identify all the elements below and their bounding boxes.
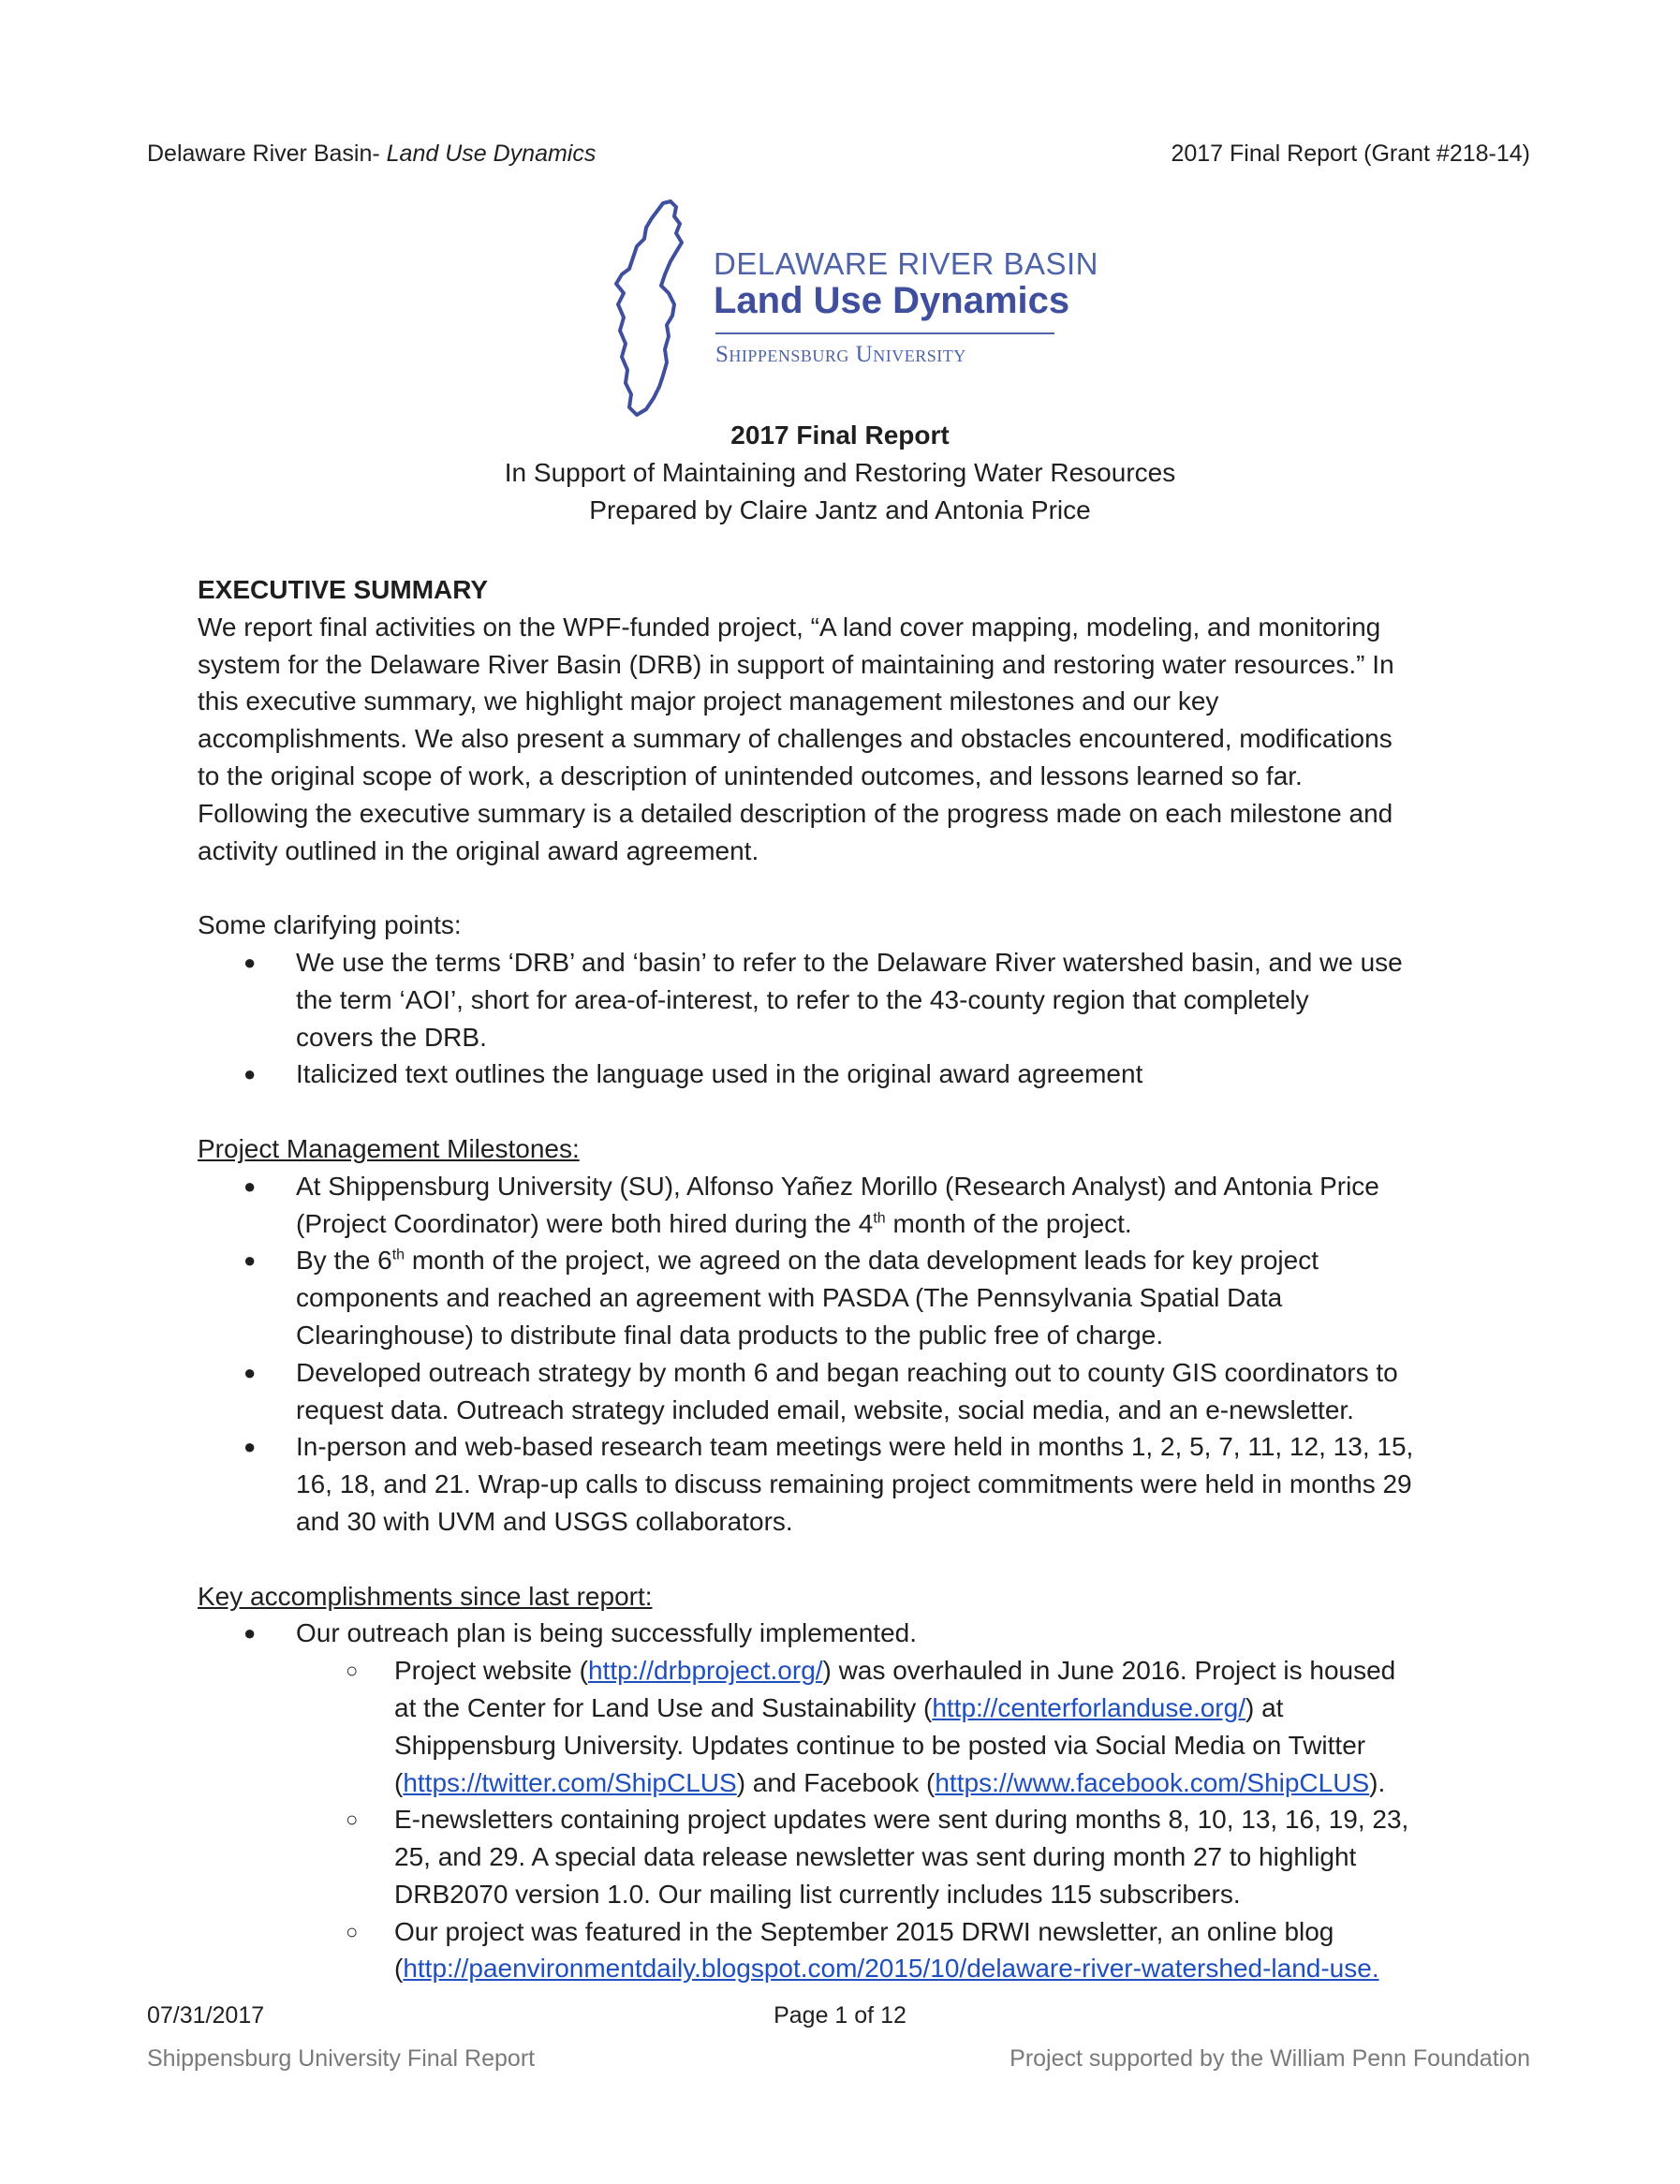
text-line: [296, 1242, 1499, 1279]
text-line: ○ Our project was featured in the September 2015 DRWI newsletter, an online blog: [394, 1916, 1334, 1946]
text-span: ) and Facebook (: [736, 1767, 936, 1797]
text-line: We report final activities on the WPF-funded project, “A land cover mapping, modeling, and monitoring: [198, 612, 1381, 642]
accomplishments-list: [198, 1615, 1499, 1987]
text-span: (Project Coordinator) were both hired during the 4: [296, 1208, 874, 1238]
report-subtitle: In Support of Maintaining and Restoring Water Resources: [504, 458, 1176, 487]
project-logo: [609, 199, 1098, 417]
text-line: the term ‘AOI’, short for area-of-interest, to refer to the 43-county region that completely: [296, 984, 1309, 1014]
text-line: Following the executive summary is a detailed description of the progress made on each milestone and: [198, 798, 1393, 828]
text-span: ) at: [1245, 1692, 1284, 1722]
text-line: Shippensburg University. Updates continue to be posted via Social Media on Twitter: [394, 1730, 1366, 1760]
basin-outline-icon: [609, 199, 712, 417]
running-header-left: [147, 140, 596, 168]
sub-list-item: [394, 1652, 1499, 1801]
executive-summary-heading: EXECUTIVE SUMMARY: [198, 575, 489, 604]
text-line: ● Our outreach plan is being successfully implemented.: [296, 1618, 918, 1648]
center-website-link[interactable]: http://centerforlanduse.org/: [932, 1692, 1245, 1722]
facebook-link[interactable]: https://www.facebook.com/ShipCLUS: [935, 1767, 1370, 1797]
footer-left: Shippensburg University Final Report: [147, 2045, 536, 2072]
list-item: [296, 1354, 1499, 1429]
milestones-heading: Project Management Milestones:: [198, 1133, 580, 1163]
text-line: covers the DRB.: [296, 1022, 487, 1052]
text-line: ● Developed outreach strategy by month 6 and began reaching out to county GIS coordinators to: [296, 1357, 1398, 1387]
logo-divider: [715, 332, 1054, 334]
text-span: at the Center for Land Use and Sustainability (: [394, 1692, 933, 1722]
clarifying-list: [198, 944, 1499, 1093]
executive-summary-paragraph: [198, 609, 1499, 870]
clarifying-heading: Some clarifying points:: [198, 910, 462, 940]
text-span: (: [394, 1954, 404, 1984]
list-item: [296, 1615, 1499, 1987]
text-span: month of the project.: [885, 1208, 1132, 1238]
text-span: ) was overhauled in June 2016. Project is housed: [822, 1656, 1396, 1686]
logo-line-2: Land Use Dynamics: [714, 280, 1070, 321]
running-header-right: 2017 Final Report (Grant #218-14): [1171, 140, 1530, 167]
text-line: system for the Delaware River Basin (DRB) in support of maintaining and restoring water resources.” In: [198, 649, 1394, 679]
header-left-italic: Land Use Dynamics: [386, 140, 597, 167]
text-line: request data. Outreach strategy included email, website, social media, and an e-newsletter.: [296, 1395, 1354, 1424]
project-website-link[interactable]: http://drbproject.org/: [587, 1656, 823, 1686]
sub-list-item: [394, 1801, 1499, 1912]
list-item: [296, 944, 1499, 1055]
header-left-plain: Delaware River Basin-: [147, 140, 387, 167]
sub-list-item: [394, 1913, 1499, 1988]
report-body: [198, 571, 1499, 1987]
report-authors: Prepared by Claire Jantz and Antonia Price: [589, 495, 1091, 524]
outreach-sublist: [296, 1652, 1499, 1987]
list-item: [296, 1242, 1499, 1353]
list-item: [296, 1055, 1499, 1093]
text-line: and 30 with UVM and USGS collaborators.: [296, 1506, 793, 1536]
footer-date: 07/31/2017: [147, 2002, 265, 2029]
blog-link[interactable]: http://paenvironmentdaily.blogspot.com/2015/10/delaware-river-watershed-land-use.: [403, 1954, 1379, 1984]
text-line: [394, 1950, 1499, 1987]
text-line: 25, and 29. A special data release newsletter was sent during month 27 to highlight: [394, 1842, 1357, 1872]
text-line: [394, 1690, 1499, 1727]
text-line: ● Italicized text outlines the language used in the original award agreement: [296, 1059, 1143, 1089]
text-line: ● We use the terms ‘DRB’ and ‘basin’ to refer to the Delaware River watershed basin, and we use: [296, 947, 1403, 977]
page-number: Page 1 of 12: [774, 2002, 906, 2029]
text-line: 16, 18, and 21. Wrap-up calls to discuss remaining project commitments were held in months 29: [296, 1469, 1412, 1499]
text-line: ● At Shippensburg University (SU), Alfonso Yañez Morillo (Research Analyst) and Antonia Price: [296, 1171, 1379, 1201]
logo-line-1: DELAWARE RIVER BASIN: [714, 246, 1098, 281]
text-span: month of the project, we agreed on the data development leads for key project: [405, 1246, 1319, 1276]
footer-right: Project supported by the William Penn Foundation: [1009, 2045, 1530, 2072]
text-span: Project website (: [394, 1656, 588, 1686]
text-span: (: [394, 1767, 404, 1797]
report-title: 2017 Final Report: [730, 421, 950, 450]
text-line: to the original scope of work, a description of unintended outcomes, and lessons learned so far.: [198, 760, 1303, 790]
text-line: this executive summary, we highlight major project management milestones and our key: [198, 686, 1219, 716]
text-line: [394, 1764, 1499, 1802]
text-span: By the 6: [296, 1246, 392, 1276]
superscript: th: [391, 1247, 405, 1264]
milestones-list: [198, 1168, 1499, 1541]
text-line: DRB2070 version 1.0. Our mailing list currently includes 115 subscribers.: [394, 1879, 1241, 1909]
text-line: activity outlined in the original award agreement.: [198, 835, 759, 865]
text-line: Clearinghouse) to distribute final data products to the public free of charge.: [296, 1320, 1164, 1350]
list-item: [296, 1428, 1499, 1540]
twitter-link[interactable]: https://twitter.com/ShipCLUS: [403, 1767, 737, 1797]
accomplishments-heading: Key accomplishments since last report:: [198, 1581, 653, 1611]
text-line: [394, 1652, 1499, 1690]
text-line: ○ E-newsletters containing project updates were sent during months 8, 10, 13, 16, 19, 23,: [394, 1805, 1409, 1835]
list-item: [296, 1168, 1499, 1243]
logo-line-3: Shippensburg University: [715, 342, 966, 367]
text-line: [296, 1205, 1499, 1243]
text-line: components and reached an agreement with PASDA (The Pennsylvania Spatial Data: [296, 1283, 1283, 1313]
text-line: accomplishments. We also present a summary of challenges and obstacles encountered, modifications: [198, 724, 1393, 754]
superscript: th: [873, 1210, 886, 1227]
text-span: ).: [1369, 1767, 1386, 1797]
text-line: ● In-person and web-based research team meetings were held in months 1, 2, 5, 7, 11, 12, 13, 15,: [296, 1432, 1414, 1462]
